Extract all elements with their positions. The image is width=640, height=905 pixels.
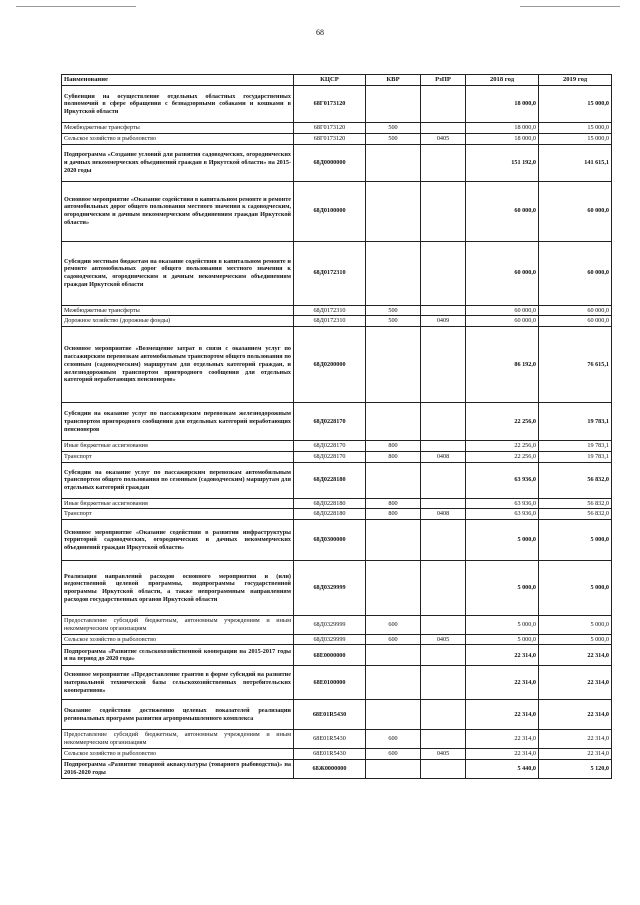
cell-y2019: 19 783,1 xyxy=(539,441,612,452)
cell-y2019: 22 314,0 xyxy=(539,730,612,749)
cell-kcsr: 68Е0100000 xyxy=(294,666,366,700)
cell-kvr: 500 xyxy=(366,316,421,327)
cell-name: Основное мероприятие «Оказание содействия в капитальном ремонте и ремонте автомобильных дорог общего пользования местного значения к садоводческим, огородническим и дачным некоммерческим объединениям граждан Иркутской области» xyxy=(62,181,294,241)
cell-y2018: 22 314,0 xyxy=(466,730,539,749)
table-row xyxy=(62,730,612,749)
cell-kcsr: 68Е01R5430 xyxy=(294,700,366,730)
cell-rzpr xyxy=(421,441,466,452)
cell-name: Сельское хозяйство и рыболовство xyxy=(62,748,294,759)
cell-name: Сельское хозяйство и рыболовство xyxy=(62,133,294,144)
cell-name: Дорожное хозяйство (дорожные фонды) xyxy=(62,316,294,327)
cell-name: Субсидии на оказание услуг по пассажирским перевозкам железнодорожным транспортом пригородного сообщения для отдельных категорий неработающих пенсионеров xyxy=(62,403,294,441)
cell-kvr xyxy=(366,86,421,123)
cell-kvr: 500 xyxy=(366,305,421,316)
cell-y2018: 22 314,0 xyxy=(466,666,539,700)
cell-name: Межбюджетные трансферты xyxy=(62,123,294,134)
cell-kcsr: 68Д0228170 xyxy=(294,451,366,462)
cell-y2018: 22 314,0 xyxy=(466,748,539,759)
cell-kvr xyxy=(366,700,421,730)
cell-name: Транспорт xyxy=(62,451,294,462)
budget-table xyxy=(61,74,612,779)
cell-name: Транспорт xyxy=(62,509,294,520)
cell-kcsr: 68Г0173120 xyxy=(294,123,366,134)
cell-kcsr: 68Г0173120 xyxy=(294,86,366,123)
cell-kcsr: 68Г0173120 xyxy=(294,133,366,144)
cell-y2018: 5 000,0 xyxy=(466,520,539,561)
cell-y2018: 60 000,0 xyxy=(466,305,539,316)
header-name: Наименование xyxy=(62,75,294,86)
top-edge-line-right xyxy=(520,6,620,7)
cell-kcsr: 68Д0329999 xyxy=(294,634,366,645)
cell-rzpr xyxy=(421,520,466,561)
cell-kcsr: 68Д0000000 xyxy=(294,144,366,181)
cell-y2018: 151 192,0 xyxy=(466,144,539,181)
cell-kvr xyxy=(366,181,421,241)
cell-y2018: 5 000,0 xyxy=(466,616,539,635)
table-row xyxy=(62,441,612,452)
cell-rzpr: 0405 xyxy=(421,748,466,759)
cell-y2018: 60 000,0 xyxy=(466,316,539,327)
cell-kvr xyxy=(366,561,421,616)
cell-y2018: 63 936,0 xyxy=(466,509,539,520)
cell-y2019: 5 000,0 xyxy=(539,561,612,616)
cell-rzpr xyxy=(421,700,466,730)
table-row xyxy=(62,451,612,462)
cell-y2019: 15 000,0 xyxy=(539,123,612,134)
cell-rzpr xyxy=(421,241,466,305)
cell-rzpr xyxy=(421,730,466,749)
cell-name: Иные бюджетные ассигнования xyxy=(62,441,294,452)
cell-kvr: 600 xyxy=(366,730,421,749)
table-row xyxy=(62,327,612,403)
table-row xyxy=(62,241,612,305)
page-number: 68 xyxy=(316,28,324,37)
cell-y2018: 5 440,0 xyxy=(466,759,539,778)
cell-rzpr xyxy=(421,403,466,441)
cell-kvr xyxy=(366,645,421,666)
cell-name: Субсидии местным бюджетам на оказание содействия в капитальном ремонте и ремонте автомобильных дорог общего пользования местного значения к садоводческим, огородническим и дачным некоммерческим объединениям граждан Иркутской области xyxy=(62,241,294,305)
cell-y2018: 18 000,0 xyxy=(466,123,539,134)
table-row xyxy=(62,666,612,700)
table-row xyxy=(62,133,612,144)
cell-rzpr xyxy=(421,305,466,316)
cell-kcsr: 68Д0100000 xyxy=(294,181,366,241)
table-row xyxy=(62,748,612,759)
cell-kcsr: 68Д0329999 xyxy=(294,561,366,616)
cell-y2019: 19 783,1 xyxy=(539,451,612,462)
cell-y2018: 18 000,0 xyxy=(466,86,539,123)
cell-y2019: 5 000,0 xyxy=(539,616,612,635)
cell-y2019: 56 832,0 xyxy=(539,462,612,498)
header-2018: 2018 год xyxy=(466,75,539,86)
cell-kvr xyxy=(366,759,421,778)
cell-y2019: 76 615,1 xyxy=(539,327,612,403)
cell-name: Межбюджетные трансферты xyxy=(62,305,294,316)
cell-kvr xyxy=(366,403,421,441)
cell-y2018: 22 256,0 xyxy=(466,403,539,441)
cell-kvr xyxy=(366,666,421,700)
cell-name: Предоставление субсидий бюджетным, автономным учреждениям и иным некоммерческим организациям xyxy=(62,730,294,749)
cell-name: Предоставление субсидий бюджетным, автономным учреждениям и иным некоммерческим организациям xyxy=(62,616,294,635)
cell-y2019: 15 000,0 xyxy=(539,86,612,123)
cell-kcsr: 68Д0300000 xyxy=(294,520,366,561)
cell-kvr xyxy=(366,144,421,181)
cell-y2018: 5 000,0 xyxy=(466,561,539,616)
cell-rzpr xyxy=(421,645,466,666)
cell-kcsr: 68Ж0000000 xyxy=(294,759,366,778)
cell-kcsr: 68Е01R5430 xyxy=(294,748,366,759)
cell-kcsr: 68Д0172310 xyxy=(294,316,366,327)
cell-y2019: 60 000,0 xyxy=(539,305,612,316)
cell-y2019: 60 000,0 xyxy=(539,316,612,327)
table-row xyxy=(62,520,612,561)
table-row xyxy=(62,316,612,327)
cell-y2018: 22 314,0 xyxy=(466,645,539,666)
cell-kvr: 800 xyxy=(366,498,421,509)
cell-y2019: 60 000,0 xyxy=(539,181,612,241)
table-row xyxy=(62,462,612,498)
cell-y2018: 60 000,0 xyxy=(466,241,539,305)
cell-rzpr xyxy=(421,561,466,616)
cell-y2019: 5 000,0 xyxy=(539,634,612,645)
cell-kcsr: 68Д0228170 xyxy=(294,403,366,441)
cell-y2019: 22 314,0 xyxy=(539,748,612,759)
cell-kcsr: 68Д0329999 xyxy=(294,616,366,635)
table-row xyxy=(62,181,612,241)
cell-rzpr xyxy=(421,616,466,635)
cell-rzpr xyxy=(421,666,466,700)
cell-y2019: 5 000,0 xyxy=(539,520,612,561)
cell-y2019: 15 000,0 xyxy=(539,133,612,144)
cell-rzpr xyxy=(421,144,466,181)
cell-kvr xyxy=(366,241,421,305)
table-row xyxy=(62,616,612,635)
table-row xyxy=(62,759,612,778)
table-header-row xyxy=(62,75,612,86)
table-row xyxy=(62,403,612,441)
cell-y2018: 63 936,0 xyxy=(466,462,539,498)
cell-name: Подпрограмма «Создание условий для развития садоводческих, огороднических и дачных некоммерческих объединений граждан в Иркутской области» на 2015-2020 годы xyxy=(62,144,294,181)
top-edge-line-left xyxy=(16,6,136,7)
cell-rzpr: 0405 xyxy=(421,634,466,645)
cell-kcsr: 68Д0228180 xyxy=(294,509,366,520)
cell-name: Иные бюджетные ассигнования xyxy=(62,498,294,509)
cell-rzpr xyxy=(421,498,466,509)
cell-rzpr: 0408 xyxy=(421,509,466,520)
cell-kcsr: 68Д0172310 xyxy=(294,241,366,305)
cell-y2019: 60 000,0 xyxy=(539,241,612,305)
cell-name: Основное мероприятие «Предоставление грантов в форме субсидий на развитие материальной технической базы сельскохозяйственных потребительских кооперативов» xyxy=(62,666,294,700)
cell-kvr: 600 xyxy=(366,616,421,635)
cell-kcsr: 68Е0000000 xyxy=(294,645,366,666)
cell-kvr: 800 xyxy=(366,509,421,520)
cell-rzpr xyxy=(421,327,466,403)
cell-kvr xyxy=(366,462,421,498)
table-row xyxy=(62,700,612,730)
table-row xyxy=(62,561,612,616)
table-row xyxy=(62,305,612,316)
cell-kcsr: 68Д0228180 xyxy=(294,462,366,498)
cell-rzpr xyxy=(421,123,466,134)
table-row xyxy=(62,509,612,520)
cell-name: Сельское хозяйство и рыболовство xyxy=(62,634,294,645)
cell-y2018: 22 314,0 xyxy=(466,700,539,730)
cell-kvr: 500 xyxy=(366,133,421,144)
cell-y2018: 18 000,0 xyxy=(466,133,539,144)
cell-y2018: 22 256,0 xyxy=(466,451,539,462)
cell-kvr: 800 xyxy=(366,451,421,462)
cell-rzpr: 0408 xyxy=(421,451,466,462)
cell-rzpr: 0405 xyxy=(421,133,466,144)
cell-y2019: 22 314,0 xyxy=(539,645,612,666)
cell-y2018: 63 936,0 xyxy=(466,498,539,509)
table-row xyxy=(62,634,612,645)
cell-kcsr: 68Е01R5430 xyxy=(294,730,366,749)
cell-name: Субвенции на осуществление отдельных областных государственных полномочий в сфере обращения с безнадзорными собаками и кошками в Иркутской области xyxy=(62,86,294,123)
cell-kvr: 800 xyxy=(366,441,421,452)
cell-name: Основное мероприятие «Оказание содействия в развитии инфраструктуры территорий садоводческих, огороднических и дачных некоммерческих объединений граждан Иркутской области» xyxy=(62,520,294,561)
header-kcsr: КЦСР xyxy=(294,75,366,86)
table-row xyxy=(62,144,612,181)
cell-y2018: 5 000,0 xyxy=(466,634,539,645)
header-2019: 2019 год xyxy=(539,75,612,86)
cell-kcsr: 68Д0228180 xyxy=(294,498,366,509)
table-row xyxy=(62,86,612,123)
cell-y2019: 56 832,0 xyxy=(539,498,612,509)
cell-kcsr: 68Д0200000 xyxy=(294,327,366,403)
table-row xyxy=(62,123,612,134)
cell-kvr xyxy=(366,520,421,561)
cell-rzpr xyxy=(421,759,466,778)
cell-name: Подпрограмма «Развитие сельскохозяйственной кооперации на 2015-2017 годы и на период до 2020 года» xyxy=(62,645,294,666)
cell-name: Субсидии на оказание услуг по пассажирским перевозкам автомобильным транспортом общего пользования по сезонным (садоводческим) маршрутам для отдельных категорий граждан xyxy=(62,462,294,498)
cell-y2019: 22 314,0 xyxy=(539,666,612,700)
cell-y2019: 5 120,0 xyxy=(539,759,612,778)
cell-y2018: 22 256,0 xyxy=(466,441,539,452)
cell-y2019: 19 783,1 xyxy=(539,403,612,441)
table-row xyxy=(62,645,612,666)
cell-y2018: 86 192,0 xyxy=(466,327,539,403)
header-rzpr: РзПР xyxy=(421,75,466,86)
cell-kcsr: 68Д0172310 xyxy=(294,305,366,316)
cell-rzpr xyxy=(421,462,466,498)
cell-name: Основное мероприятие «Возмещение затрат в связи с оказанием услуг по пассажирским перевозкам автомобильным транспортом общего пользования по сезонным (садоводческим) маршрутам для отдельных категорий граждан, и железнодорожным транспортом пригородного сообщения для отдельных категорий неработающих пенсионеров» xyxy=(62,327,294,403)
cell-kvr xyxy=(366,327,421,403)
cell-y2019: 22 314,0 xyxy=(539,700,612,730)
cell-kcsr: 68Д0228170 xyxy=(294,441,366,452)
cell-kvr: 600 xyxy=(366,748,421,759)
cell-kvr: 600 xyxy=(366,634,421,645)
cell-name: Реализация направлений расходов основного мероприятия и (или) ведомственной целевой программы, подпрограммы государственной программы Иркутской области, а также непрограммным направлениям расходов государственных органов Иркутской области xyxy=(62,561,294,616)
header-kvr: КВР xyxy=(366,75,421,86)
cell-y2019: 56 832,0 xyxy=(539,509,612,520)
cell-y2018: 60 000,0 xyxy=(466,181,539,241)
cell-rzpr: 0409 xyxy=(421,316,466,327)
cell-kvr: 500 xyxy=(366,123,421,134)
cell-rzpr xyxy=(421,181,466,241)
cell-name: Оказание содействия достижению целевых показателей реализации региональных программ развития агропромышленного комплекса xyxy=(62,700,294,730)
cell-name: Подпрограмма «Развитие товарной аквакультуры (товарного рыбоводства)» на 2016-2020 годы xyxy=(62,759,294,778)
table-row xyxy=(62,498,612,509)
cell-rzpr xyxy=(421,86,466,123)
cell-y2019: 141 615,1 xyxy=(539,144,612,181)
